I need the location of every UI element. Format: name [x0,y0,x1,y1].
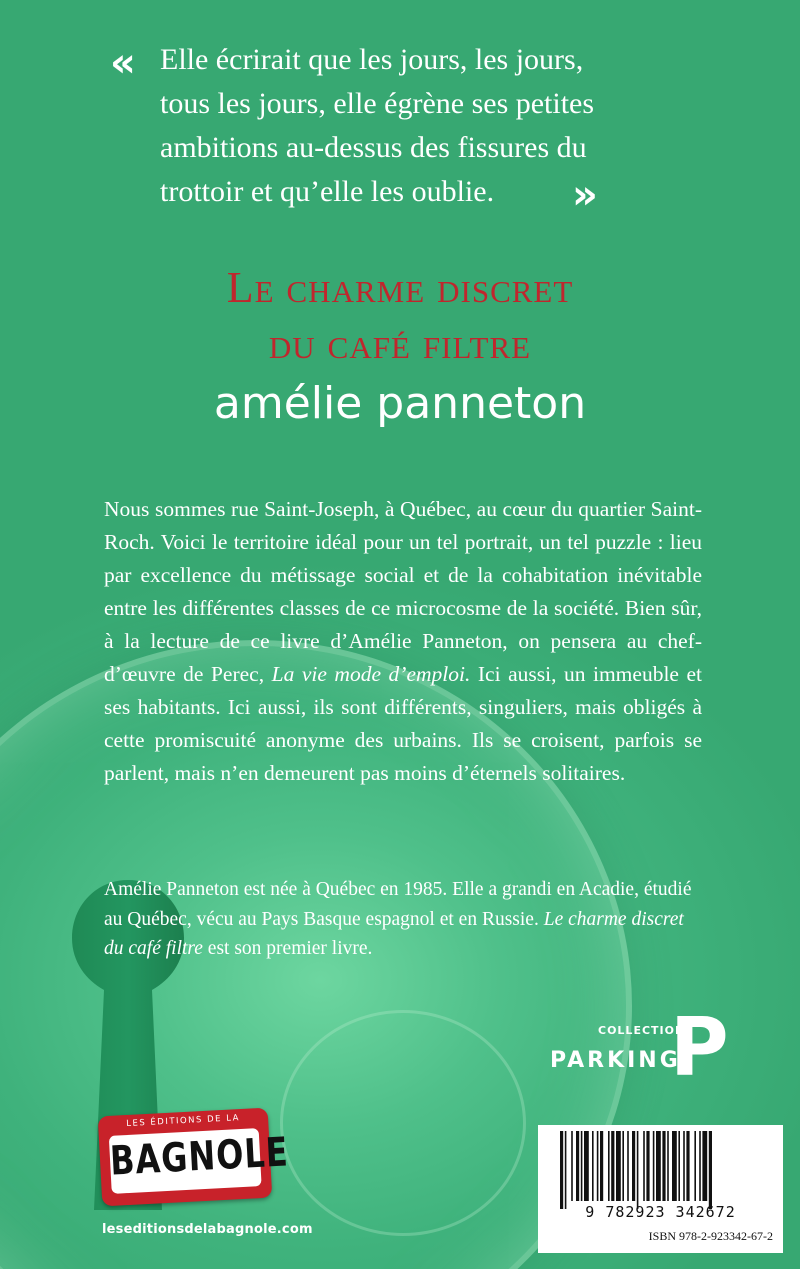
barcode-bar [709,1131,712,1209]
barcode-bar [662,1131,665,1201]
barcode-bar [576,1131,579,1201]
barcode-bar [637,1131,639,1209]
collection-logo [550,1001,729,1094]
barcode-number: 9 782923 342672 [585,1203,736,1221]
cover-quote [116,38,736,214]
barcode-bar [600,1131,603,1201]
book-summary [104,493,702,790]
barcode-bar [643,1131,645,1201]
barcode-panel [538,1125,783,1253]
quote-line: trottoir et qu’elle les oublie. [160,175,495,208]
barcode-bar [702,1131,707,1201]
book-title-line: du café filtre [268,319,532,368]
author-name: amélie panneton [213,378,587,429]
publisher-logo [98,1108,290,1207]
barcode-bar [622,1131,624,1201]
bio-italic-title: Le charme discret du café filtre [104,908,684,959]
bio-text: est son premier livre. [202,938,373,959]
collection-name: PARKING [550,1048,681,1073]
publisher-website: leseditionsdelabagnole.com [102,1222,313,1237]
barcode-bar [597,1131,599,1201]
publisher-plate [108,1127,290,1194]
barcode-bar [667,1131,669,1201]
quote-line: tous les jours, elle égrène ses petites [160,87,595,120]
book-title-line: Le charme discret [226,263,574,312]
barcode-bar [584,1131,589,1201]
quote-line: ambitions au-dessus des fissures du [160,131,587,164]
isbn-label: ISBN 978-2-923342-67-2 [648,1229,773,1243]
barcode-bar [656,1131,661,1201]
barcode-bar [646,1131,649,1201]
bio-text: Amélie Panneton est née à Québec en 1985. Elle a grandi en Acadie, étudié au Québec, vécu au Pays Basque espagnol et en Russie. [104,879,692,930]
barcode-icon [538,1131,783,1209]
glass-ring-inner-decoration [280,1010,526,1236]
quote-line: Elle écrirait que les jours, les jours, [160,43,584,76]
barcode-bar [611,1131,614,1201]
collection-label: COLLECTION [598,1024,686,1037]
barcode-bar [571,1131,573,1201]
publisher-badge-top: LES ÉDITIONS DE LA [126,1113,241,1130]
barcode-bar [565,1131,567,1209]
publisher-name: BAGNOLE [108,1127,290,1185]
barcode-bar [699,1131,701,1201]
barcode-bar [608,1131,610,1201]
barcode-bar [653,1131,655,1201]
author-bio [104,875,702,964]
close-quote-mark: » [572,172,598,218]
barcode-bar [686,1131,689,1201]
summary-text: Ici aussi, un immeuble et ses habitants. Ici aussi, ils sont différents, singuliers, mais obligés à cette promiscuité anonyme des urbains. Ils se croisent, parfois se parlent, mais n’en demeurent pas moins d’éternels solitaires. [104,662,703,785]
barcode-bar [560,1131,563,1209]
barcode-bar [616,1131,621,1201]
barcode-bar [581,1131,583,1201]
summary-text: Nous sommes rue Saint-Joseph, à Québec, au cœur du quartier Saint-Roch. Voici le territoire idéal pour un tel portrait, un tel puzzle : lieu par excellence du métissage social et de la cohabitation inévitable entre les différentes classes de ce microcosme de la société. Bien sûr, à la lecture de ce livre d’Amélie Panneton, on pensera au chef-d’œuvre de Perec, [104,497,702,686]
barcode-bar [694,1131,696,1201]
collection-letter: P [670,1001,729,1094]
barcode-bar [672,1131,677,1201]
barcode-bar [592,1131,594,1201]
barcode-bar [678,1131,680,1201]
barcode-bar [683,1131,685,1201]
barcode-bar [627,1131,629,1201]
summary-italic-title: La vie mode d’emploi. [271,662,471,686]
open-quote-mark: « [110,40,136,86]
barcode-bar [632,1131,635,1201]
